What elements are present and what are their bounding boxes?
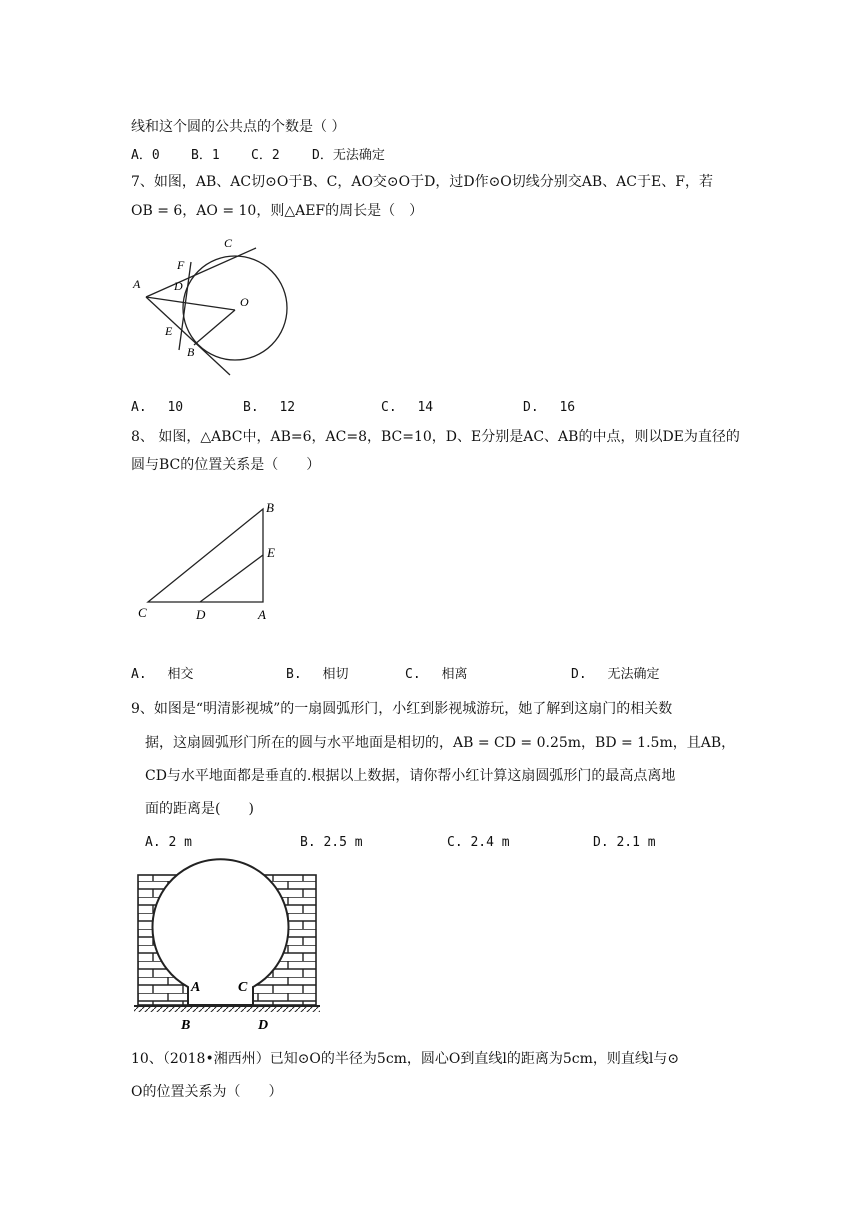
segment-ac (146, 248, 256, 297)
q9-option-d: D. 2.1 m (593, 835, 656, 850)
q10-stem-line1: 10、（2018•湘西州）已知⊙O的半径为5cm，圆心O到直线l的距离为5cm，则直线l与⊙ (131, 1051, 680, 1067)
label-d: D (258, 1018, 269, 1033)
label-e: E (267, 545, 275, 560)
label-b: B (181, 1018, 191, 1033)
q9-option-b: B. 2.5 m (300, 835, 363, 850)
q6-text: 线和这个圆的公共点的个数是（ ） (131, 119, 346, 135)
q8-stem-line2: 圆与BC的位置关系是（ ） (131, 457, 321, 473)
q7-option-a: A. 10 (131, 400, 184, 415)
segment-ab (146, 297, 230, 375)
q8-figure-right-triangle (130, 495, 290, 630)
q7-option-c: C. 14 (381, 400, 434, 415)
q8-option-c: C. 相离 (405, 667, 468, 682)
q8-option-d: D. 无法确定 (571, 667, 660, 682)
q6-option-b: B．1 (191, 148, 220, 163)
q10-stem-line2: O的位置关系为（ ） (131, 1084, 283, 1100)
q9-stem-line4: 面的距离是( ) (145, 801, 254, 817)
label-c: C (138, 605, 147, 620)
q9-option-a: A. 2 m (145, 835, 192, 850)
q9-stem-line3: CD与水平地面都是垂直的.根据以上数据，请你帮小红计算这扇圆弧形门的最高点离地 (145, 768, 676, 784)
label-a: A (191, 980, 201, 995)
label-b: B (266, 500, 274, 515)
q9-stem-line2: 据，这扇圆弧形门所在的圆与水平地面是相切的，AB = CD = 0.25m，BD = 1.5m，且AB， (145, 735, 736, 751)
q6-option-a: A．0 (131, 148, 160, 163)
label-e: E (165, 324, 173, 338)
q7-option-d: D. 16 (523, 400, 576, 415)
label-d: D (196, 607, 206, 622)
q6-option-c: C．2 (251, 148, 280, 163)
label-f: F (177, 258, 185, 272)
label-d: D (174, 279, 183, 293)
label-a: A (133, 277, 141, 291)
label-a: A (258, 607, 266, 622)
q7-stem-line2: OB = 6，AO = 10，则△AEF的周长是（ ） (131, 203, 424, 219)
q8-option-a: A. 相交 (131, 667, 194, 682)
label-c: C (224, 236, 233, 250)
q7-option-b: B. 12 (243, 400, 296, 415)
q6-option-d: D．无法确定 (312, 148, 385, 163)
q7-figure-circle-tangents (130, 232, 300, 382)
label-o: O (240, 295, 249, 309)
circle-o (183, 256, 287, 360)
triangle-abc (148, 509, 263, 602)
label-c: C (238, 980, 248, 995)
q8-option-b: B. 相切 (286, 667, 349, 682)
q9-figure-arch-door (130, 865, 330, 1035)
q9-stem-line1: 9、如图是“明清影视城”的一扇圆弧形门，小红到影视城游玩，她了解到这扇门的相关数 (131, 701, 673, 717)
ground-hatch (134, 1006, 320, 1012)
label-b: B (187, 345, 195, 359)
q9-option-c: C. 2.4 m (447, 835, 510, 850)
segment-ao (146, 297, 235, 310)
segment-ob (194, 310, 235, 345)
q8-stem-line1: 8、 如图，△ABC中，AB=6，AC=8，BC=10，D、E分别是AC、AB的中点，则以DE为直径的 (131, 429, 740, 445)
q7-stem-line1: 7、如图，AB、AC切⊙O于B、C，AO交⊙O于D，过D作⊙O切线分别交AB、AC于E、F，若 (131, 174, 713, 190)
segment-de (200, 555, 263, 602)
